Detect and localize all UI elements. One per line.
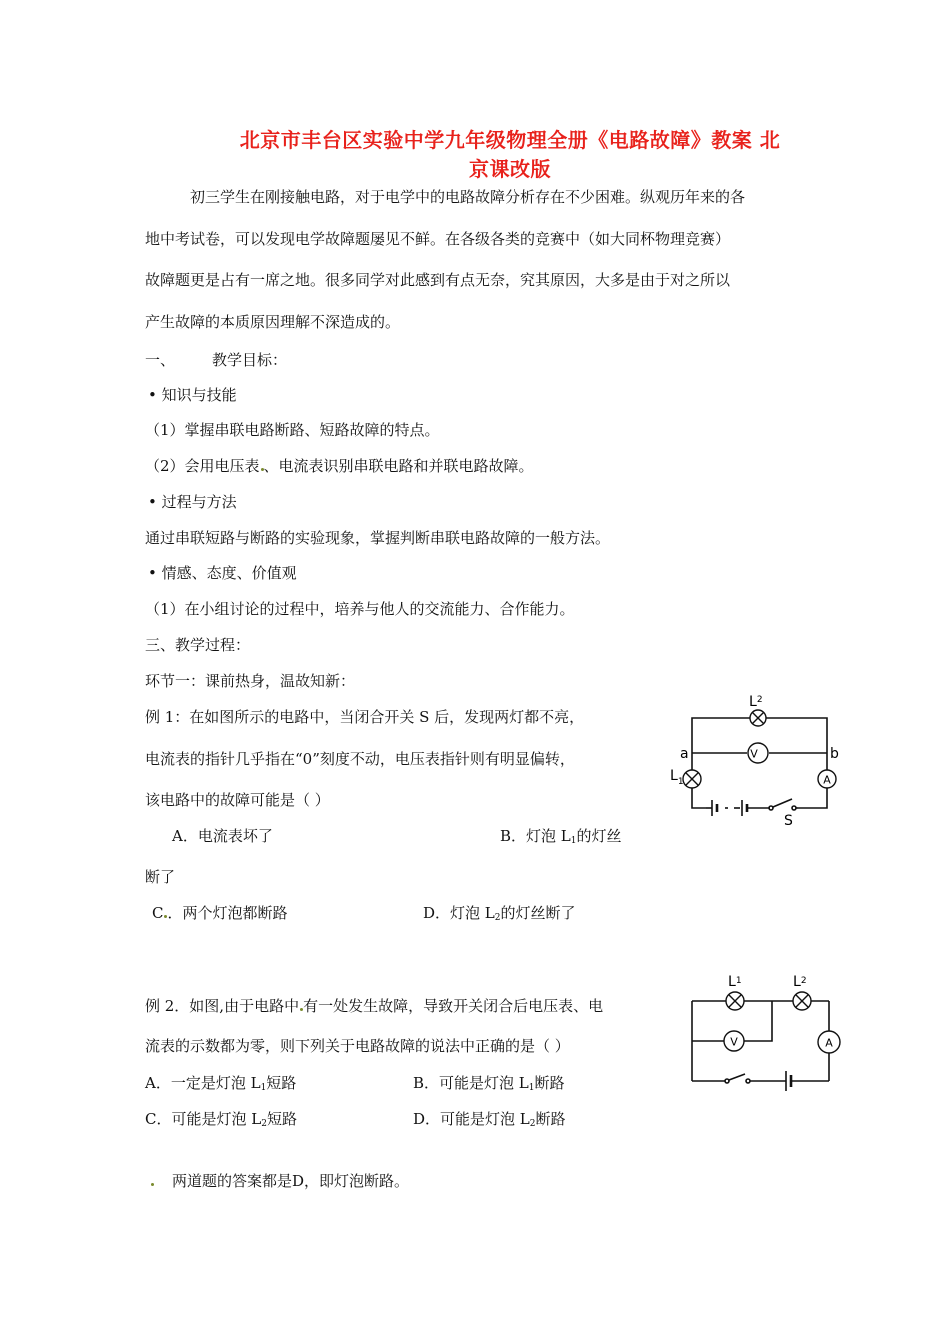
example2-option-c: C．可能是灯泡 $L_2$短路 bbox=[145, 1110, 297, 1129]
example1-option-c: C ．两个灯泡都断路 bbox=[152, 904, 288, 922]
label-node-b: b bbox=[830, 746, 839, 762]
ammeter-label: A bbox=[823, 773, 831, 787]
example1-stem: 该电路中的故障可能是（ ） bbox=[145, 791, 330, 809]
lamp-l1-icon bbox=[726, 992, 744, 1010]
example1-option-a: A．电流表坏了 bbox=[172, 827, 273, 845]
stray-mark bbox=[151, 1183, 154, 1186]
goal-item: （1）掌握串联电路断路、短路故障的特点。 bbox=[145, 421, 440, 439]
goal-heading: • 过程与方法 bbox=[148, 493, 237, 511]
label-l1: $L^1$ bbox=[728, 974, 742, 990]
answer-note: 两道题的答案都是D，即灯泡断路。 bbox=[150, 1170, 409, 1191]
section3-title: 三、教学过程： bbox=[145, 636, 251, 654]
example1-option-d: D．灯泡 $L_2$的灯丝断了 bbox=[423, 904, 576, 923]
label-l1: $L_1$ bbox=[670, 768, 684, 787]
label-switch-s: S bbox=[784, 813, 793, 829]
example2-option-d: D．可能是灯泡 $L_2$断路 bbox=[413, 1110, 566, 1129]
intro-line: 故障题更是占有一席之地。很多同学对此感到有点无奈，究其原因，大多是由于对之所以 bbox=[145, 271, 731, 289]
doc-title-line2: 京课改版 bbox=[469, 157, 551, 181]
example1-stem: 例 1：在如图所示的电路中，当闭合开关 S 后，发现两灯都不亮， bbox=[145, 708, 585, 726]
intro-line: 初三学生在刚接触电路，对于电学中的电路故障分析存在不少困难。纵观历年来的各 bbox=[190, 188, 746, 206]
example1-stem: 电流表的指针几乎指在“0”刻度不动，电压表指针则有明显偏转， bbox=[145, 750, 575, 768]
goal-heading: • 知识与技能 bbox=[148, 386, 237, 404]
intro-line: 产生故障的本质原因理解不深造成的。 bbox=[145, 313, 401, 331]
voltmeter-label: V bbox=[750, 747, 758, 761]
label-node-a: a bbox=[680, 746, 689, 762]
example1-option-b-cont: 断了 bbox=[145, 868, 176, 886]
section1-title: 教学目标： bbox=[212, 351, 288, 369]
example1-option-b: B．灯泡 $L_1$的灯丝 bbox=[500, 827, 622, 846]
lamp-l2-icon bbox=[750, 710, 766, 726]
voltmeter-label: V bbox=[730, 1035, 738, 1049]
goal-item: （2）会用电压表 、电流表识别串联电路和并联电路故障。 bbox=[145, 457, 534, 475]
goal-heading: • 情感、态度、价值观 bbox=[148, 564, 297, 582]
example2-stem: 例 2．如图,由于电路中 有一处发生故障，导致开关闭合后电压表、电 bbox=[145, 997, 604, 1015]
label-l2: $L^2$ bbox=[793, 974, 807, 990]
lamp-l2-icon bbox=[793, 992, 811, 1010]
ammeter-label: A bbox=[825, 1036, 833, 1050]
lamp-l1-icon bbox=[683, 770, 701, 788]
intro-line: 地中考试卷，可以发现电学故障题屡见不鲜。在各级各类的竞赛中（如大同杯物理竞赛） bbox=[145, 230, 731, 248]
goal-text: 通过串联短路与断路的实验现象，掌握判断串联电路故障的一般方法。 bbox=[145, 529, 611, 547]
example2-option-a: A．一定是灯泡 $L_1$短路 bbox=[145, 1074, 297, 1093]
goal-item: （1）在小组讨论的过程中，培养与他人的交流能力、合作能力。 bbox=[145, 600, 575, 618]
section1-number: 一、 bbox=[145, 351, 176, 369]
step1-title: 环节一：课前热身，温故知新： bbox=[145, 672, 356, 690]
label-l2: $L^2$ bbox=[749, 694, 763, 710]
doc-title-line1: 北京市丰台区实验中学九年级物理全册《电路故障》教案 北 bbox=[239, 128, 781, 152]
example2-stem: 流表的示数都为零，则下列关于电路故障的说法中正确的是（ ） bbox=[145, 1037, 570, 1055]
circuit-diagram-1 bbox=[670, 688, 860, 833]
example2-option-b: B．可能是灯泡 $L_1$断路 bbox=[413, 1074, 565, 1093]
circuit-diagram-2 bbox=[682, 966, 852, 1091]
